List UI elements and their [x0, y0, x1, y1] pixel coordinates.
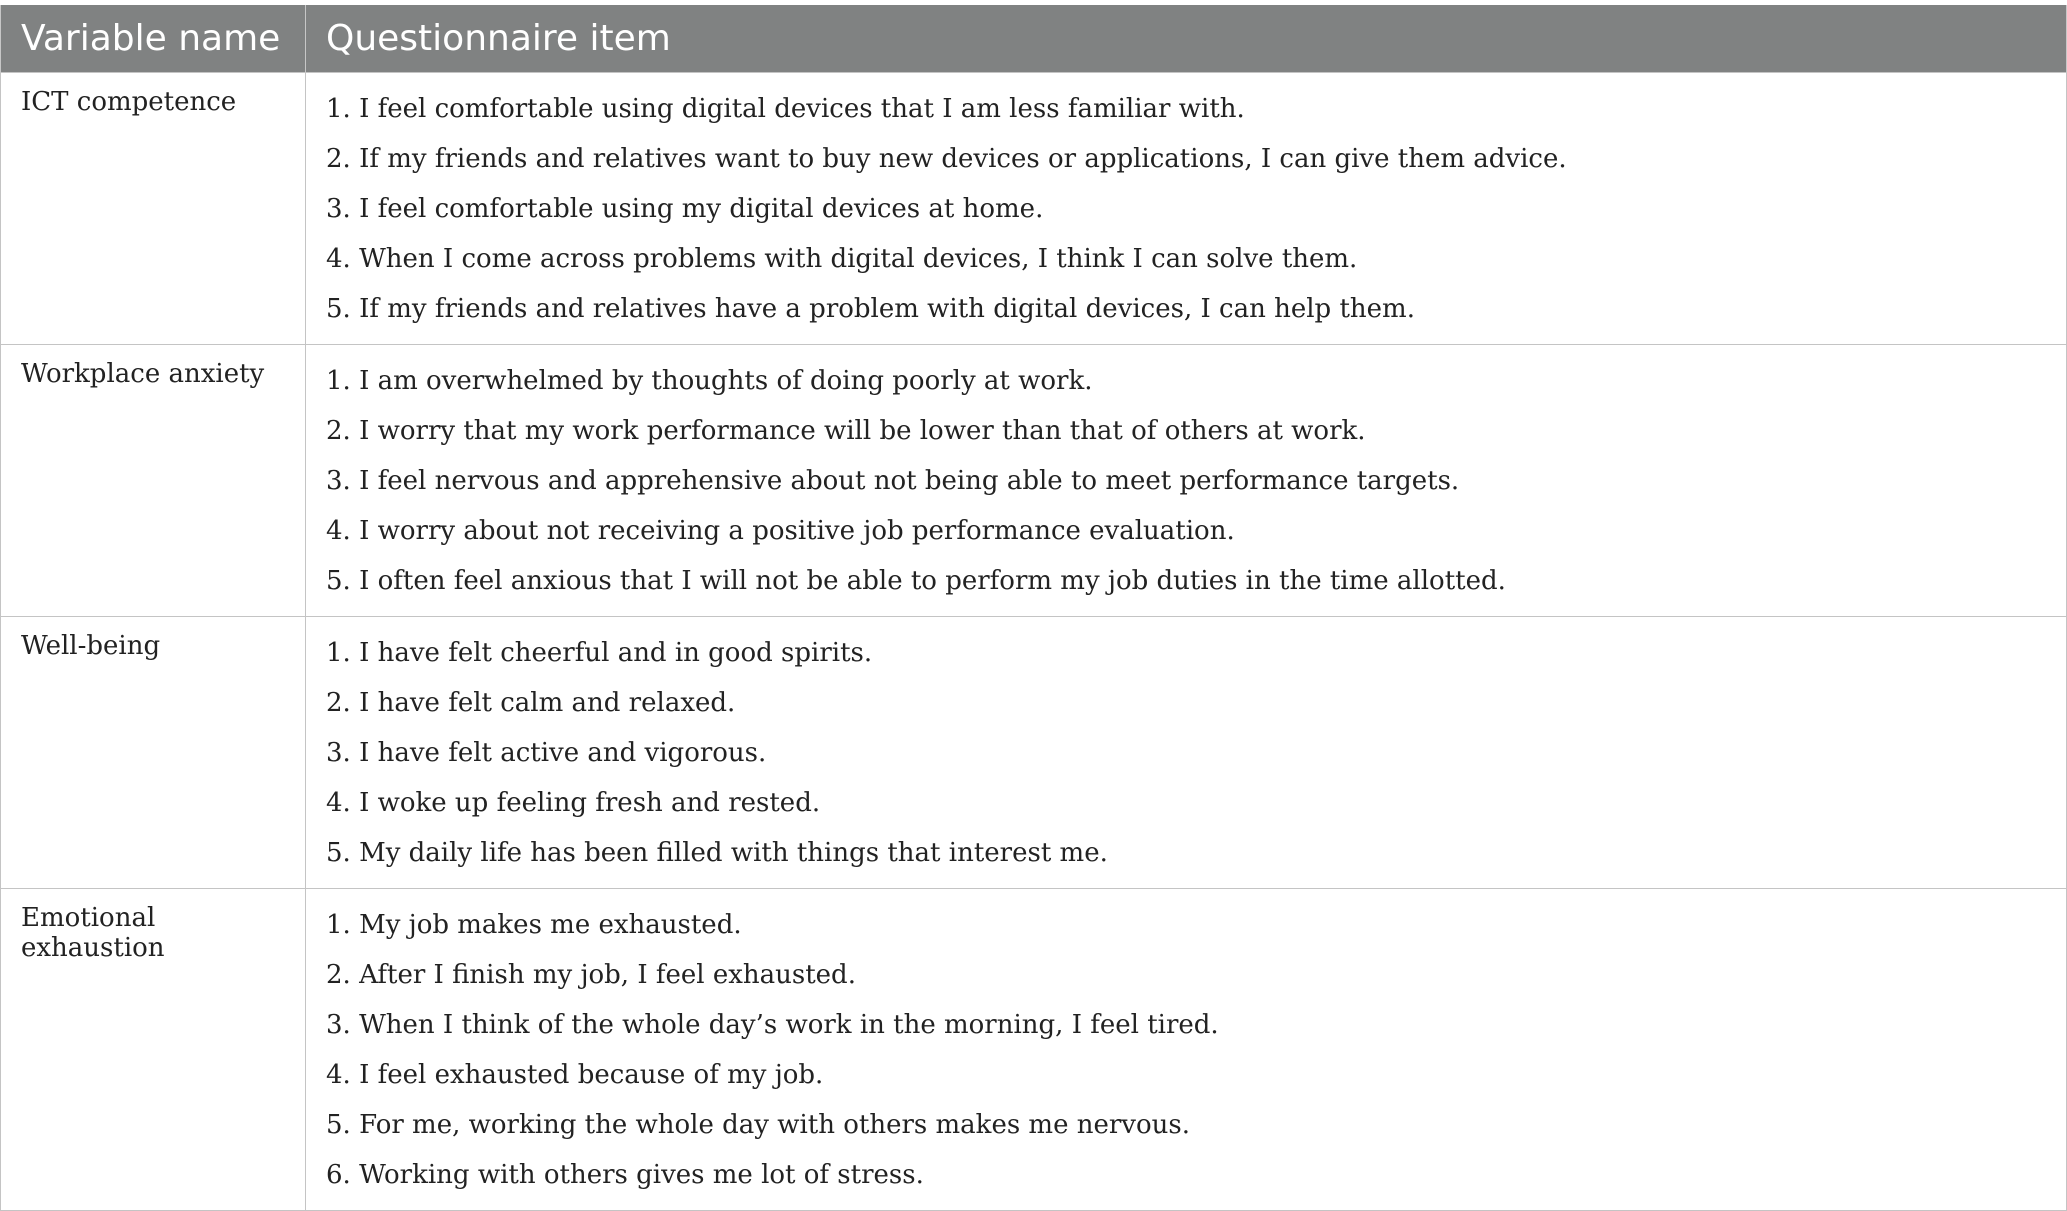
- header-variable-name: Variable name: [1, 5, 306, 72]
- questionnaire-item: 2. If my friends and relatives want to buy new devices or applications, I can give them advice.: [326, 143, 1567, 174]
- questionnaire-item: 5. If my friends and relatives have a problem with digital devices, I can help them.: [326, 293, 1415, 324]
- table-row: [1, 616, 2067, 888]
- questionnaire-item: 4. I worry about not receiving a positive job performance evaluation.: [326, 515, 1235, 546]
- questionnaire-item: 6. Working with others gives me lot of stress.: [326, 1159, 924, 1190]
- questionnaire-item: 1. I have felt cheerful and in good spirits.: [326, 637, 873, 668]
- questionnaire-item: 1. My job makes me exhausted.: [326, 909, 742, 940]
- questionnaire-table: [0, 5, 2067, 1211]
- questionnaire-item: 4. I woke up feeling fresh and rested.: [326, 787, 821, 818]
- questionnaire-items-cell: [306, 72, 2067, 344]
- questionnaire-item: 3. When I think of the whole day’s work in the morning, I feel tired.: [326, 1009, 1219, 1040]
- header-row: [1, 5, 2067, 72]
- questionnaire-items-cell: [306, 888, 2067, 1210]
- questionnaire-item: 4. When I come across problems with digital devices, I think I can solve them.: [326, 243, 1358, 274]
- table-row: [1, 72, 2067, 344]
- questionnaire-items-cell: [306, 616, 2067, 888]
- variable-name-cell: ICT competence: [1, 72, 306, 344]
- variable-name-cell: Well-being: [1, 616, 306, 888]
- questionnaire-item: 2. I worry that my work performance will be lower than that of others at work.: [326, 415, 1366, 446]
- variable-name-cell: Workplace anxiety: [1, 344, 306, 616]
- questionnaire-item: 5. I often feel anxious that I will not be able to perform my job duties in the time allotted.: [326, 565, 1506, 596]
- questionnaire-item: 5. For me, working the whole day with others makes me nervous.: [326, 1109, 1190, 1140]
- questionnaire-table-container: [0, 5, 2066, 1211]
- header-questionnaire-item: Questionnaire item: [306, 5, 2067, 72]
- table-row: [1, 888, 2067, 1210]
- questionnaire-item: 1. I feel comfortable using digital devices that I am less familiar with.: [326, 93, 1245, 124]
- table-header: [1, 5, 2067, 72]
- questionnaire-item: 1. I am overwhelmed by thoughts of doing poorly at work.: [326, 365, 1093, 396]
- questionnaire-item: 2. After I finish my job, I feel exhausted.: [326, 959, 856, 990]
- questionnaire-item: 3. I feel nervous and apprehensive about not being able to meet performance targets.: [326, 465, 1460, 496]
- questionnaire-item: 4. I feel exhausted because of my job.: [326, 1059, 824, 1090]
- questionnaire-item: 3. I feel comfortable using my digital devices at home.: [326, 193, 1044, 224]
- questionnaire-item: 3. I have felt active and vigorous.: [326, 737, 767, 768]
- table-body: [1, 72, 2067, 1210]
- table-row: [1, 344, 2067, 616]
- questionnaire-item: 5. My daily life has been filled with things that interest me.: [326, 837, 1108, 868]
- questionnaire-items-cell: [306, 344, 2067, 616]
- variable-name-cell: Emotional exhaustion: [1, 888, 306, 1210]
- questionnaire-item: 2. I have felt calm and relaxed.: [326, 687, 736, 718]
